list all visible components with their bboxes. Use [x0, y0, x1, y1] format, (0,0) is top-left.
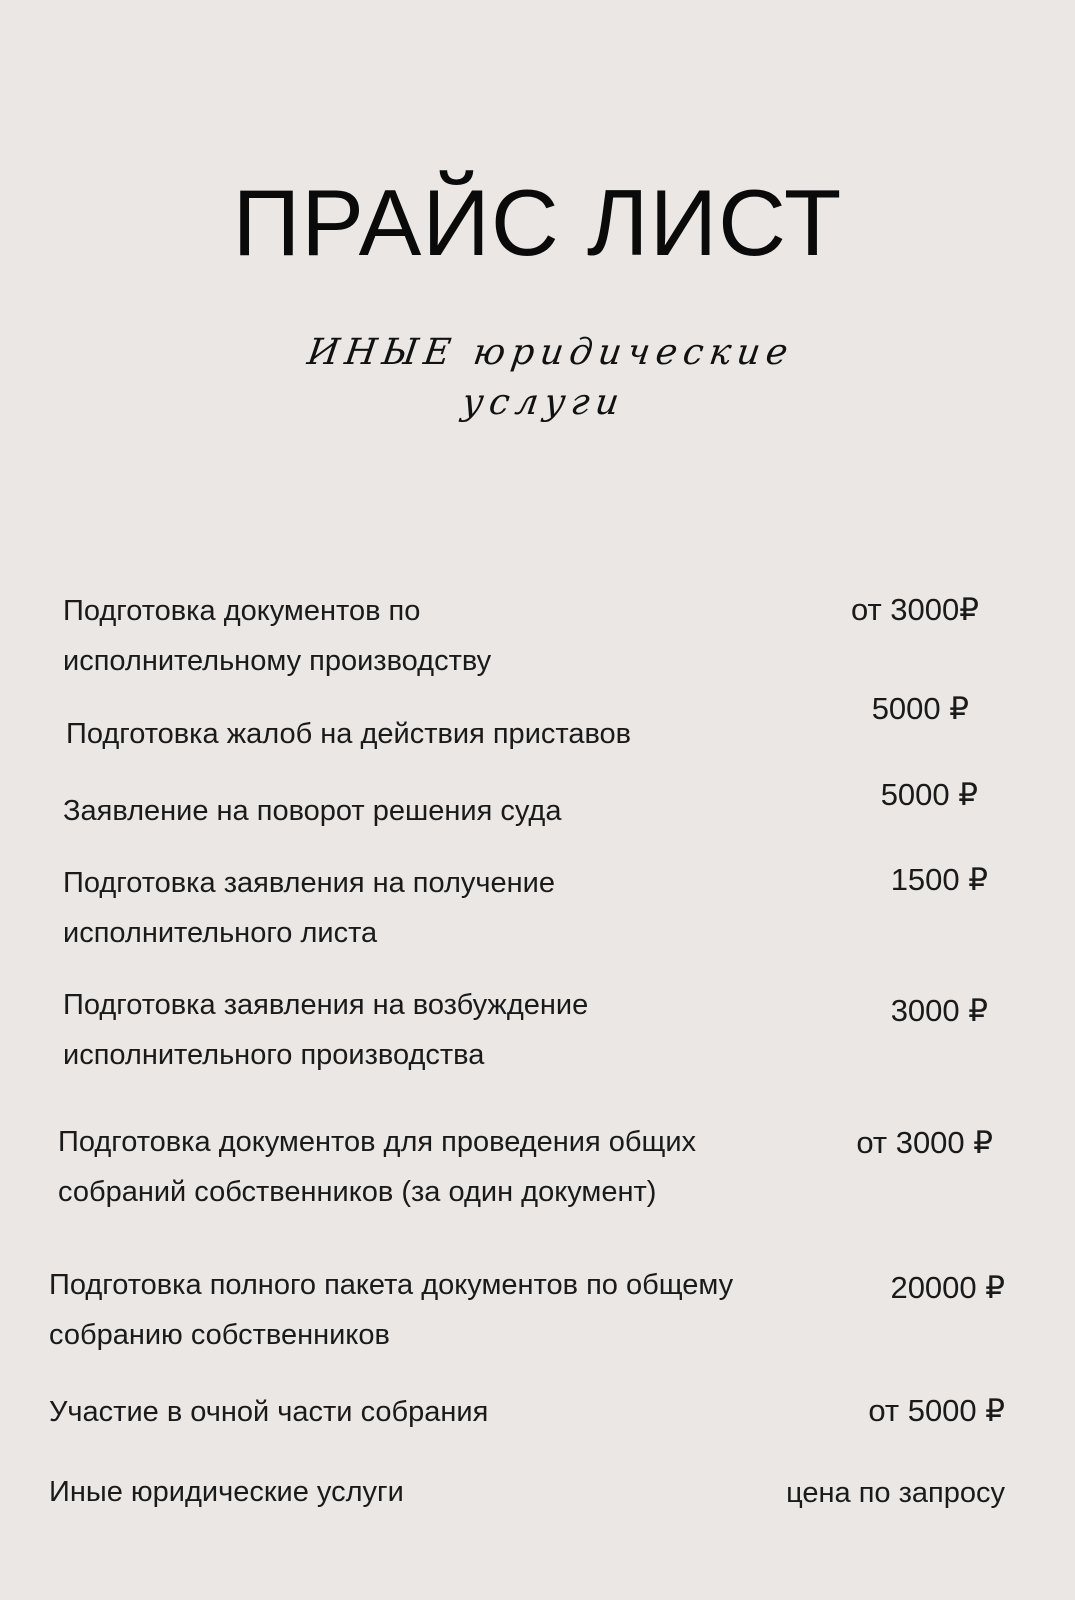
service-name [63, 980, 588, 1080]
service-name-line1: Подготовка документов для проведения общих [58, 1126, 697, 1158]
service-name-line2: собранию собственников [49, 1319, 390, 1351]
service-price: 5000 ₽ [880, 777, 978, 812]
service-price: 20000 ₽ [890, 1270, 1005, 1305]
service-name-line1: Подготовка заявления на получение [63, 867, 555, 899]
service-name-line1: Подготовка заявления на возбуждение [63, 989, 589, 1021]
service-price: 3000 ₽ [890, 993, 988, 1028]
service-name-line2: собраний собственников (за один документ) [58, 1176, 657, 1208]
service-name-line2: исполнительному производству [63, 645, 492, 677]
page-subtitle: ИНЫЕ юридические услуги [304, 332, 797, 423]
service-name-line1: Подготовка жалоб на действия приставов [66, 718, 632, 750]
service-name [63, 586, 491, 686]
service-price: от 5000 ₽ [868, 1393, 1005, 1428]
service-name [63, 858, 555, 958]
service-name-line2: исполнительного листа [63, 917, 378, 949]
service-name [49, 1467, 404, 1517]
service-name [58, 1117, 696, 1217]
service-name-line2: исполнительного производства [63, 1039, 485, 1071]
service-price: цена по запросу [786, 1477, 1005, 1509]
service-price: от 3000 ₽ [856, 1125, 993, 1160]
service-name-line1: Участие в очной части собрания [49, 1396, 489, 1428]
service-name-line1: Подготовка документов по [63, 595, 421, 627]
service-name [49, 1387, 488, 1437]
service-price: 1500 ₽ [890, 862, 988, 897]
service-price: от 3000₽ [850, 592, 979, 627]
service-name-line1: Заявление на поворот решения суда [63, 795, 562, 827]
service-name [66, 709, 631, 759]
service-name [49, 1260, 733, 1360]
service-name-line1: Иные юридические услуги [49, 1476, 404, 1508]
page-title: ПРАЙС ЛИСТ [232, 170, 843, 275]
service-name [63, 786, 561, 836]
service-name-line1: Подготовка полного пакета документов по общему [49, 1269, 734, 1301]
service-price: 5000 ₽ [871, 691, 969, 726]
